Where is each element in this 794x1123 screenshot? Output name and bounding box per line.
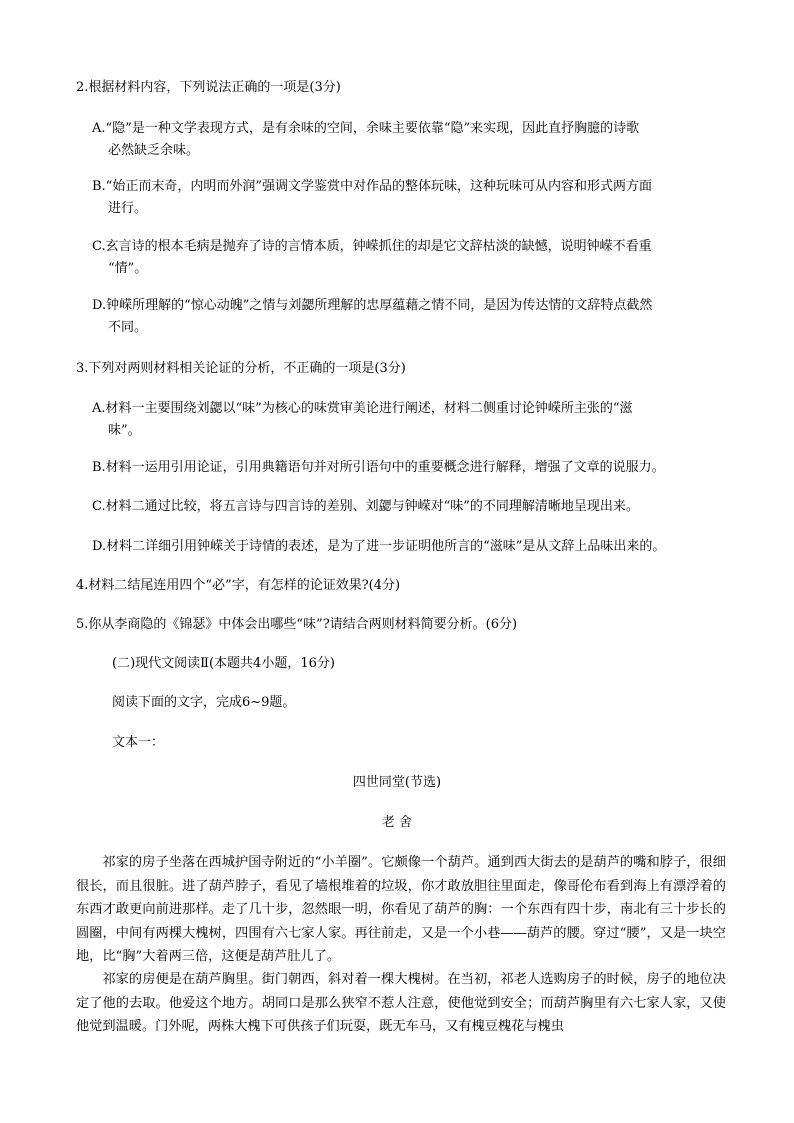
- question-4: 4.材料二结尾连用四个“必”字，有怎样的论证效果?(4分): [76, 578, 401, 593]
- question-5: 5.你从李商隐的《锦瑟》中体会出哪些“味”?请结合两则材料简要分析。(6分): [76, 617, 518, 632]
- option-line: A.材料一主要围绕刘勰以“味”为核心的味赏审美论进行阐述，材料二侧重讨论钟嵘所主张的“滋: [92, 401, 633, 416]
- option-line: 必然缺乏余味。: [108, 143, 200, 158]
- article-paragraph-1: 祁家的房子坐落在西城护国寺附近的“小羊圈”。它颇像一个葫芦。通到西大街去的是葫芦的嘴和脖子，很细很长，而且很脏。进了葫芦脖子，看见了墙根堆着的垃圾，你才敢放胆往里面走，像哥伦布看到海上有漂浮着的东西才敢更向前进那样。走了几十步，忽然眼一明，你看见了葫芦的胸：一个东西有四十步，南北有三十步长的圆圈，中间有两棵大槐树，四围有六七家人家。再往前走，又是一个小巷——葫芦的腰。穿过“腰”，又是一块空地，比“胸”大着两三倍，这便是葫芦肚儿了。: [76, 855, 726, 964]
- section-heading: (二)现代文阅读Ⅱ(本题共4小题，16分): [112, 656, 335, 671]
- reading-instruction: 阅读下面的文字，完成6~9题。: [112, 695, 296, 710]
- option-line: 不同。: [108, 320, 148, 335]
- option-line: D.钟嵘所理解的“惊心动魄”之情与刘勰所理解的忠厚蕴藉之情不同，是因为传达情的文辞特点截然: [92, 298, 653, 313]
- article-title: 四世同堂(节选): [352, 775, 442, 790]
- article-author: 老 舍: [381, 815, 413, 830]
- option-line: 进行。: [108, 201, 148, 216]
- question-3-option-c: C.材料二通过比较，将五言诗与四言诗的差别、刘勰与钟嵘对“味”的不同理解清晰地呈现出来。: [92, 499, 639, 514]
- question-2-option-b: [92, 176, 732, 220]
- question-2-option-a: [92, 118, 732, 162]
- article-paragraph-2: 祁家的房便是在葫芦胸里。街门朝西，斜对着一棵大槐树。在当初，祁老人选购房子的时候，房子的地位决定了他的去取。他爱这个地方。胡同口是那么狭窄不惹人注意，使他觉到安全；而葫芦胸里有六七家人家，又使他觉到温暖。门外呢，两株大槐下可供孩子们玩耍，既无车马，又有槐豆槐花与槐虫: [76, 972, 726, 1034]
- text-label: 文本一：: [112, 735, 165, 750]
- option-line: “情”。: [108, 261, 148, 276]
- question-3-stem: 3.下列对两则材料相关论证的分析，不正确的一项是(3分): [76, 361, 406, 376]
- option-line: B.“始正而末奇，内明而外润”强调文学鉴赏中对作品的整体玩味，这种玩味可从内容和形式两方面: [92, 179, 652, 194]
- question-2-stem: 2.根据材料内容，下列说法正确的一项是(3分): [76, 80, 341, 95]
- option-line: A.“隐”是一种文学表现方式，是有余味的空间，余味主要依靠“隐”来实现，因此直抒胸臆的诗歌: [92, 121, 640, 136]
- question-3-option-d: D.材料二详细引用钟嵘关于诗情的表述，是为了进一步证明他所言的“滋味”是从文辞上品味出来的。: [92, 539, 666, 554]
- question-2-option-d: [92, 295, 732, 339]
- option-line: C.玄言诗的根本毛病是抛弃了诗的言情本质，钟嵘抓住的却是它文辞枯淡的缺憾，说明钟嵘不看重: [92, 239, 652, 254]
- question-3-option-a: [92, 398, 732, 442]
- question-2-option-c: [92, 236, 732, 280]
- question-3-option-b: B.材料一运用引用论证，引用典籍语句并对所引语句中的重要概念进行解释，增强了文章的说服力。: [92, 460, 665, 475]
- option-line: 味”。: [108, 423, 141, 438]
